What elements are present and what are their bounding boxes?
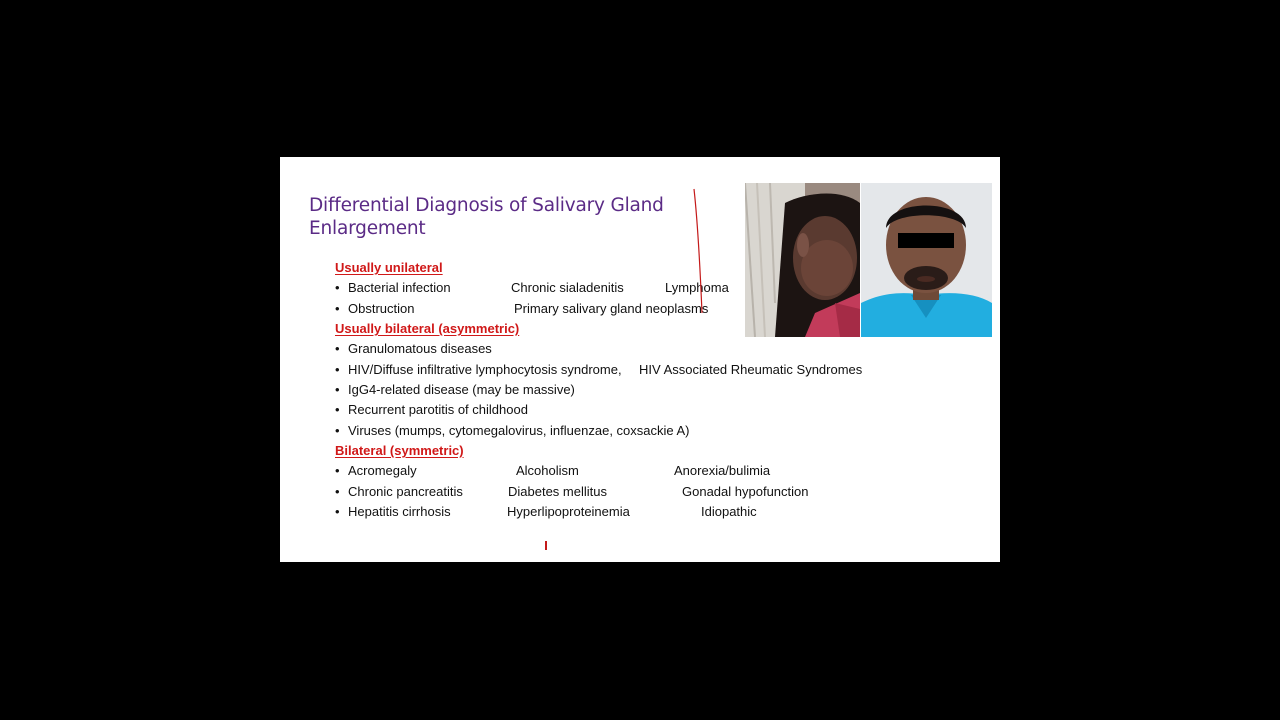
slide-title: Differential Diagnosis of Salivary Gland Enlargement — [309, 195, 664, 239]
bullet-icon: • — [335, 423, 340, 438]
patient-photo-male-image — [861, 183, 992, 337]
pen-annotation — [690, 185, 720, 320]
list-item-text: HIV Associated Rheumatic Syndromes — [639, 362, 863, 377]
bullet-icon: • — [335, 301, 340, 316]
list-item-text: IgG4-related disease (may be massive) — [348, 382, 575, 397]
bullet-icon: • — [335, 382, 340, 397]
list-item-text: Acromegaly — [348, 463, 417, 478]
patient-photo-female-image — [745, 183, 860, 337]
list-item-text: Obstruction — [348, 301, 415, 316]
section-heading-bilateral-symmetric: Bilateral (symmetric) — [335, 443, 464, 458]
list-item-text: Hepatitis cirrhosis — [348, 504, 451, 519]
bullet-icon: • — [335, 341, 340, 356]
list-item-text: Diabetes mellitus — [508, 484, 607, 499]
list-item-text: Chronic pancreatitis — [348, 484, 463, 499]
bullet-icon: • — [335, 484, 340, 499]
list-item-text: Recurrent parotitis of childhood — [348, 402, 528, 417]
bullet-icon: • — [335, 362, 340, 377]
bullet-icon: • — [335, 463, 340, 478]
patient-photo-male — [861, 183, 992, 337]
list-item-text: Hyperlipoproteinemia — [507, 504, 630, 519]
slide — [280, 157, 1000, 562]
list-item-text: HIV/Diffuse infiltrative lymphocytosis syndrome, — [348, 362, 622, 377]
section-heading-unilateral: Usually unilateral — [335, 260, 443, 275]
bullet-icon: • — [335, 504, 340, 519]
list-item-text: Primary salivary gland neoplasms — [514, 301, 709, 316]
bullet-icon: • — [335, 402, 340, 417]
list-item-text: Chronic sialadenitis — [511, 280, 624, 295]
list-item-text: Granulomatous diseases — [348, 341, 492, 356]
list-item-text: Anorexia/bulimia — [674, 463, 771, 478]
pen-annotation — [543, 540, 549, 552]
bullet-icon: • — [335, 280, 340, 295]
list-item-text: Bacterial infection — [348, 280, 451, 295]
list-item-text: Lymphoma — [665, 280, 729, 295]
list-item-text: Idiopathic — [701, 504, 757, 519]
section-heading-bilateral-asymmetric: Usually bilateral (asymmetric) — [335, 321, 520, 336]
list-item-text: Alcoholism — [516, 463, 579, 478]
list-item-text: Gonadal hypofunction — [682, 484, 809, 499]
list-item-text: Viruses (mumps, cytomegalovirus, influenzae, coxsackie A) — [348, 423, 690, 438]
patient-photo-female — [745, 183, 860, 337]
